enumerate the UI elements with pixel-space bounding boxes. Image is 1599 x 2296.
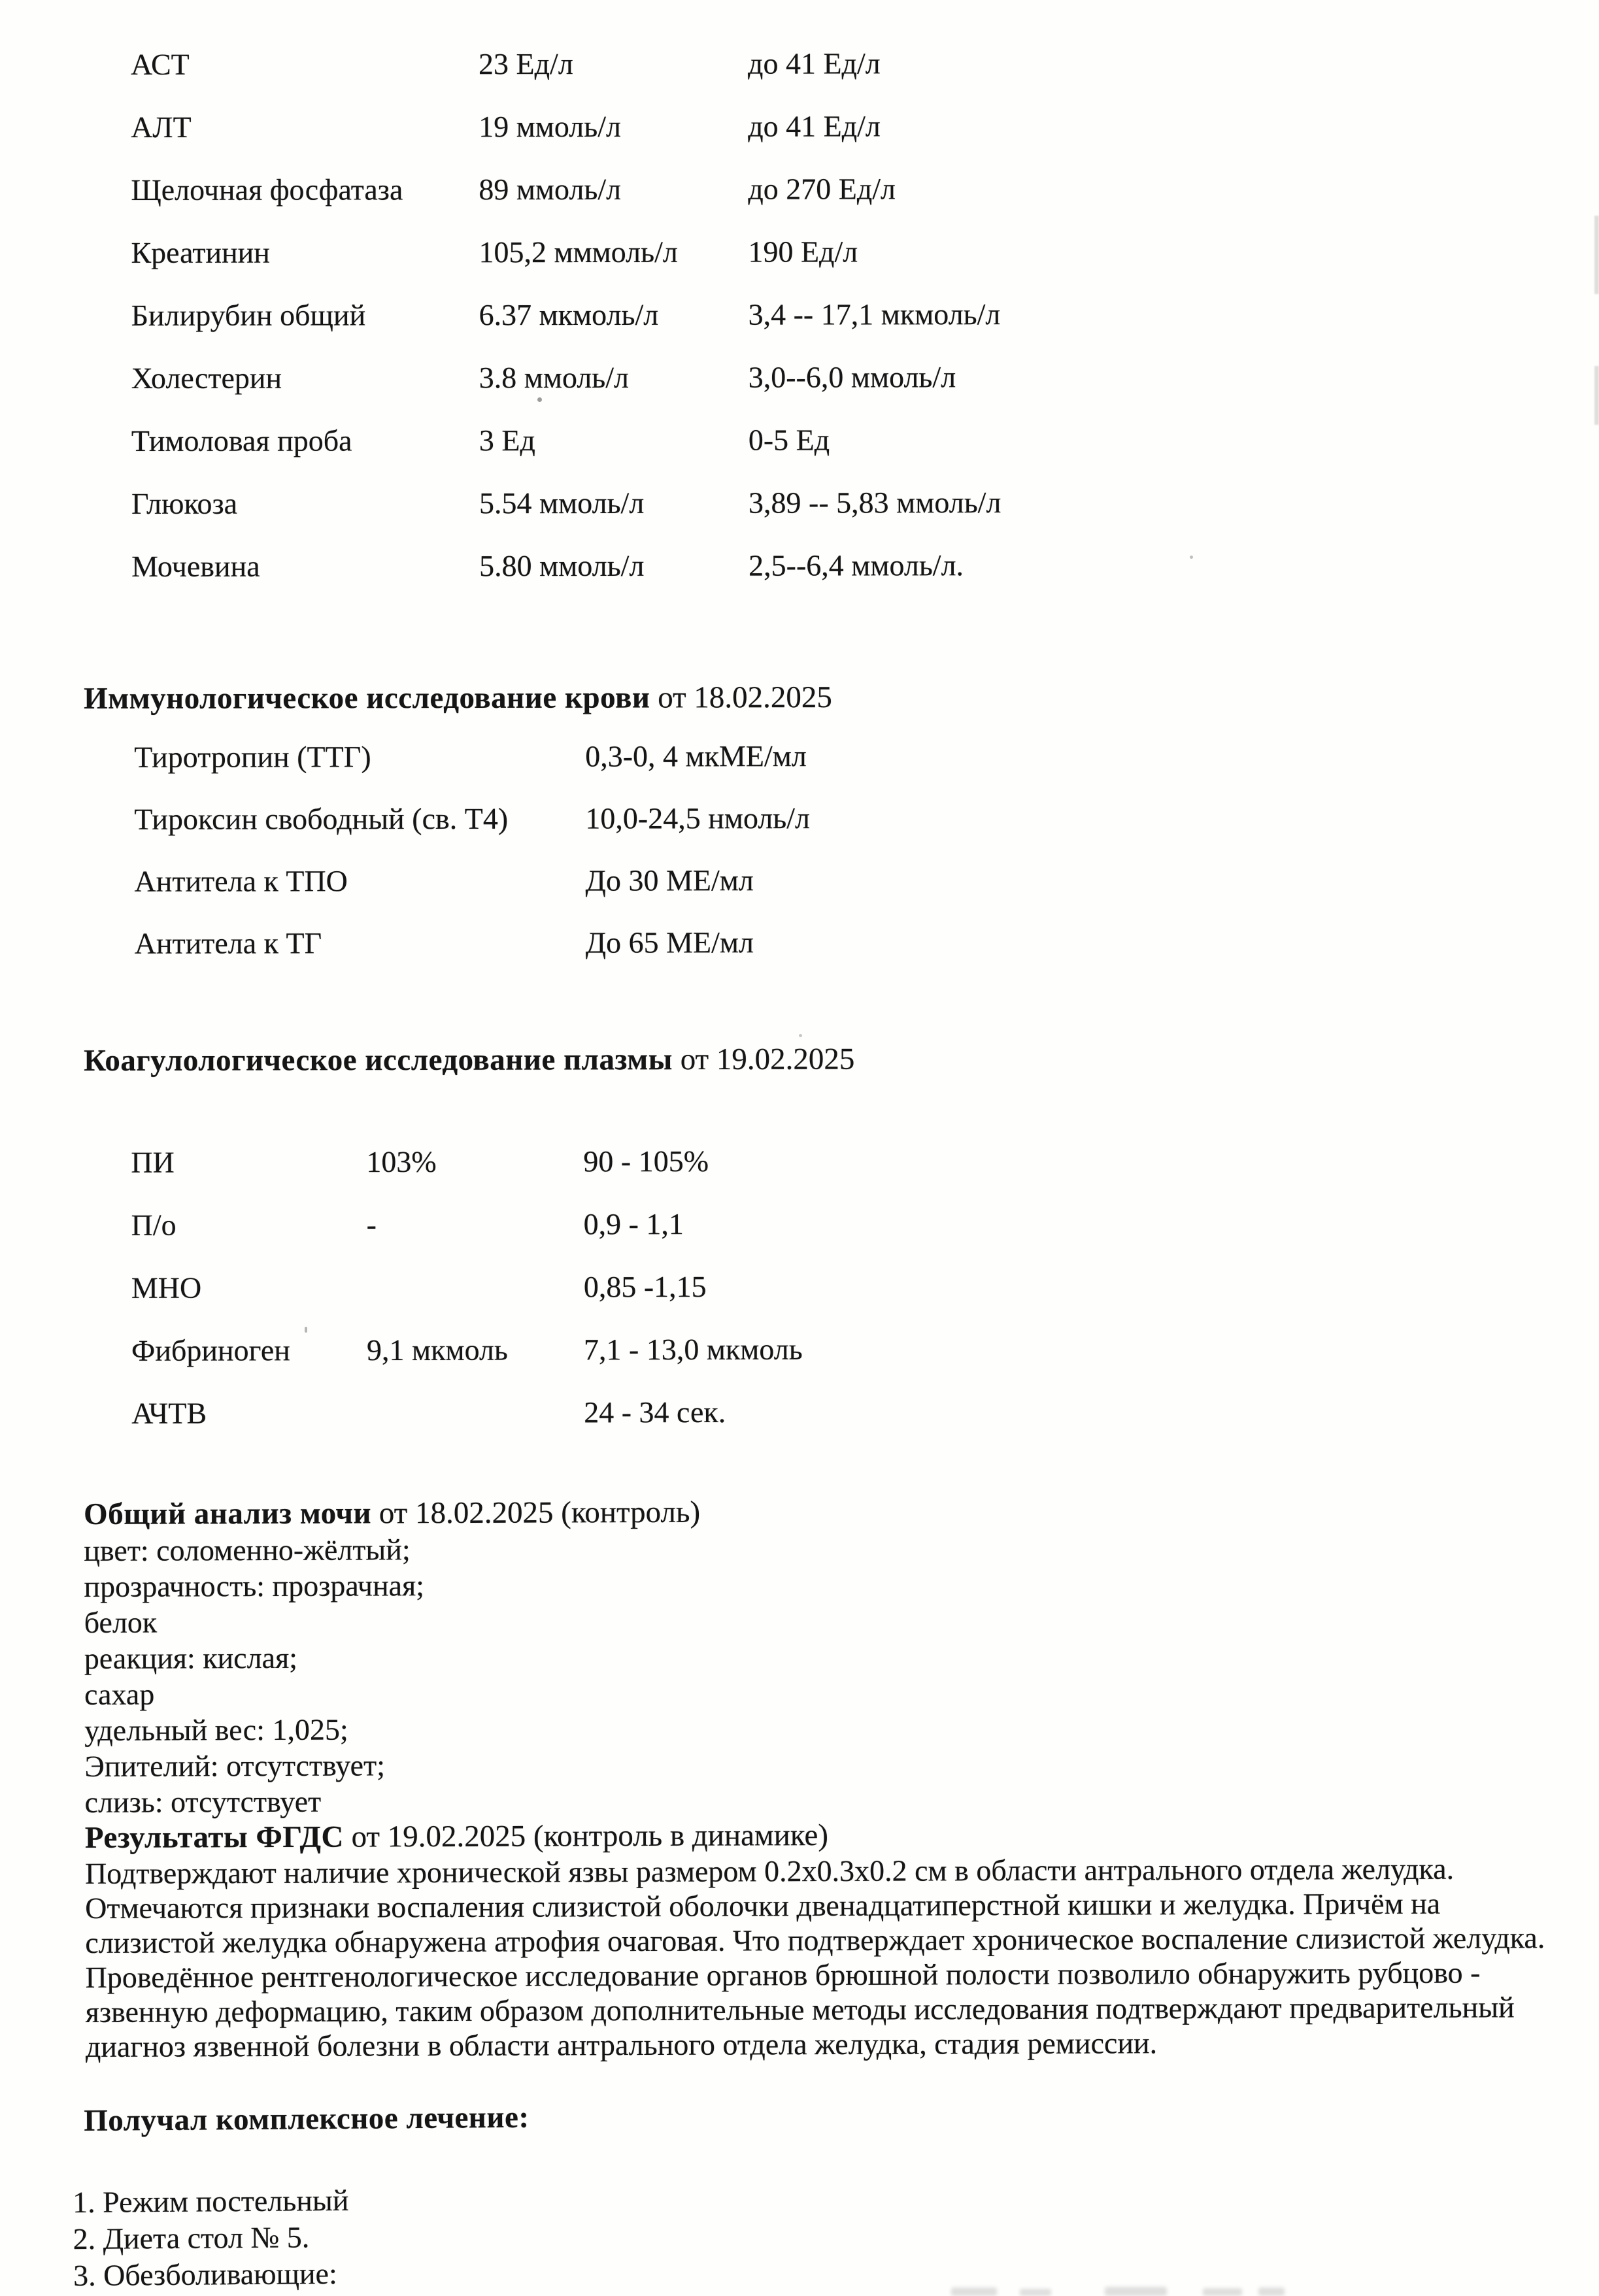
table-row xyxy=(131,1393,1523,1458)
table-row xyxy=(131,171,1562,235)
analyte-value: 5.80 ммоль/л xyxy=(479,548,645,583)
analyte-norm: 7,1 - 13,0 мкмоль xyxy=(583,1332,803,1367)
urinalysis-line: реакция: кислая; xyxy=(84,1640,298,1675)
analyte-norm: 10,0-24,5 нмоль/л xyxy=(585,801,811,835)
table-row xyxy=(131,547,1563,612)
table-row xyxy=(131,422,1563,486)
table-row xyxy=(131,1330,1523,1395)
scan-edge-artifact xyxy=(1594,366,1599,425)
table-row xyxy=(134,861,1522,926)
analyte-value: - xyxy=(366,1208,377,1242)
analyte-value: 89 ммоль/л xyxy=(479,172,622,207)
analyte-name: П/о xyxy=(131,1208,177,1242)
analyte-value: 103% xyxy=(366,1144,437,1179)
biochemistry-results-table xyxy=(131,45,1563,612)
urinalysis-line: прозрачность: прозрачная; xyxy=(84,1569,425,1603)
section-title-date: от 19.02.2025 xyxy=(672,1042,855,1077)
analyte-name: Глюкоза xyxy=(131,486,238,520)
fgds-paragraph-line: язвенную деформацию, таким образом дополнительные методы исследования подтверждают предварительный xyxy=(85,1990,1515,2029)
analyte-name: ПИ xyxy=(131,1145,175,1179)
analyte-value: 9,1 мкмоль xyxy=(366,1333,508,1367)
scan-speck xyxy=(305,1327,307,1333)
analyte-norm: До 30 МЕ/мл xyxy=(585,863,754,897)
treatment-item: 3. Обезболивающие: xyxy=(73,2256,337,2293)
analyte-norm: до 270 Ед/л xyxy=(748,172,896,206)
analyte-name: Тимоловая проба xyxy=(131,424,352,458)
table-row xyxy=(135,923,1523,988)
analyte-name: Билирубин общий xyxy=(131,298,366,332)
section-title-date: от 19.02.2025 (контроль в динамике) xyxy=(343,1818,829,1854)
analyte-value: 105,2 мммоль/л xyxy=(479,235,678,269)
urinalysis-line: сахар xyxy=(84,1677,155,1711)
fgds-findings-paragraph xyxy=(85,1851,1589,2064)
analyte-name: Антитела к ТГ xyxy=(134,926,322,960)
scan-edge-artifact xyxy=(1594,216,1599,294)
analyte-name: Мочевина xyxy=(131,549,260,583)
immunology-rows xyxy=(134,737,1523,988)
analyte-norm: 2,5--6,4 ммоль/л. xyxy=(749,548,964,582)
coagulation-section xyxy=(84,1040,1523,1459)
section-title-coagulation xyxy=(84,1040,1522,1078)
table-row xyxy=(131,45,1562,110)
bottom-scan-smudge xyxy=(1258,2288,1285,2296)
coagulation-rows xyxy=(131,1142,1523,1458)
analyte-value: 19 ммоль/л xyxy=(479,109,621,144)
analyte-value: 3 Ед xyxy=(479,424,535,458)
analyte-norm: 3,89 -- 5,83 ммоль/л xyxy=(748,486,1001,520)
treatment-item: 1. Режим постельный xyxy=(72,2183,349,2220)
analyte-norm: 90 - 105% xyxy=(583,1144,709,1178)
section-title-urinalysis xyxy=(84,1491,1587,1533)
scan-speck xyxy=(537,397,542,402)
analyte-name: Фибриноген xyxy=(131,1333,290,1367)
analyte-norm: 24 - 34 сек. xyxy=(584,1395,726,1429)
scan-speck xyxy=(799,1034,802,1037)
urinalysis-and-fgds-section xyxy=(84,1491,1589,2064)
section-title-date: от 18.02.2025 xyxy=(650,680,832,715)
bottom-scan-smudge xyxy=(1020,2289,1051,2296)
analyte-value: 6.37 мкмоль/л xyxy=(479,297,659,332)
urinalysis-line: удельный вес: 1,025; xyxy=(84,1712,348,1747)
section-title-bold: Коагулологическое исследование плазмы xyxy=(84,1042,673,1078)
fgds-paragraph-line: диагноз язвенной болезни в области антрального отдела желудка, стадия ремиссии. xyxy=(85,2026,1158,2063)
scan-speck xyxy=(1190,556,1193,559)
analyte-norm: до 41 Ед/л xyxy=(748,46,881,80)
analyte-name: Тиротропин (ТТГ) xyxy=(134,740,371,774)
treatment-item: 2. Диета стол № 5. xyxy=(73,2220,310,2256)
table-row xyxy=(134,799,1522,864)
analyte-name: Тироксин свободный (св. Т4) xyxy=(134,801,509,836)
section-title-bold: Общий анализ мочи xyxy=(84,1496,372,1531)
section-title-bold: Результаты ФГДС xyxy=(84,1820,344,1855)
section-title-bold: Иммунологическое исследование крови xyxy=(84,680,650,716)
section-title-fgds xyxy=(85,1815,1589,1856)
table-row xyxy=(131,296,1563,361)
immunology-section xyxy=(84,678,1523,988)
analyte-name: Креатинин xyxy=(131,235,270,269)
analyte-value xyxy=(367,1269,584,1270)
analyte-norm: 0,85 -1,15 xyxy=(583,1270,707,1304)
table-row xyxy=(131,1205,1523,1270)
table-row xyxy=(131,1267,1523,1333)
urinalysis-line: Эпителий: отсутствует; xyxy=(84,1748,386,1783)
fgds-paragraph-line: Подтверждают наличие хронической язвы размером 0.2х0.3х0.2 см в области антрального отдела желудка. xyxy=(84,1852,1455,1890)
analyte-name: Холестерин xyxy=(131,361,282,395)
table-row xyxy=(131,359,1563,424)
analyte-norm: 0-5 Ед xyxy=(748,423,830,457)
analyte-norm: до 41 Ед/л xyxy=(748,109,881,143)
analyte-name: Щелочная фосфатаза xyxy=(131,173,403,207)
bottom-scan-smudge xyxy=(1203,2288,1242,2296)
analyte-norm: 190 Ед/л xyxy=(748,235,858,269)
bottom-scan-smudge xyxy=(951,2288,997,2296)
fgds-paragraph-line: слизистой желудка обнаружена атрофия очаговая. Что подтверждает хроническое воспаление слизистой желудка. xyxy=(85,1921,1545,1959)
table-row xyxy=(131,108,1562,173)
section-title-bold: Получал комплексное лечение: xyxy=(84,2100,530,2138)
analyte-norm: 0,3-0, 4 мкМЕ/мл xyxy=(585,739,807,773)
analyte-name: АЛТ xyxy=(131,110,192,144)
urinalysis-line: белок xyxy=(84,1605,158,1639)
section-title-treatment xyxy=(84,2092,1522,2138)
bottom-scan-smudge xyxy=(1105,2287,1167,2296)
analyte-norm: 3,0--6,0 ммоль/л xyxy=(748,360,956,394)
analyte-name: АЧТВ xyxy=(131,1396,207,1430)
table-row xyxy=(131,484,1563,549)
table-row xyxy=(131,1142,1522,1207)
analyte-name: Антитела к ТПО xyxy=(134,864,348,898)
treatment-section xyxy=(72,2092,1523,2294)
urinalysis-line: слизь: отсутствует xyxy=(84,1784,322,1819)
analyte-norm: 0,9 - 1,1 xyxy=(583,1207,684,1241)
analyte-name: МНО xyxy=(131,1271,202,1305)
analyte-name: АСТ xyxy=(131,47,190,81)
analyte-value: 23 Ед/л xyxy=(479,47,573,81)
table-row xyxy=(131,233,1562,298)
section-title-date: от 18.02.2025 (контроль) xyxy=(371,1495,701,1531)
analyte-value: 3.8 ммоль/л xyxy=(479,360,630,395)
analyte-value: 5.54 ммоль/л xyxy=(479,486,645,520)
section-title-immunology xyxy=(84,678,1522,716)
analyte-norm: До 65 МЕ/мл xyxy=(585,925,754,959)
analyte-norm: 3,4 -- 17,1 мкмоль/л xyxy=(748,297,1001,331)
treatment-list xyxy=(73,2173,1523,2294)
urinalysis-line: цвет: соломенно-жёлтый; xyxy=(84,1533,411,1567)
fgds-paragraph-line: Отмечаются признаки воспаления слизистой оболочки двенадцатиперстной кишки и желудка. Причём на xyxy=(85,1886,1441,1925)
fgds-paragraph-line: Проведённое рентгенологическое исследование органов брюшной полости позволило обнаружить рубцово - xyxy=(85,1955,1481,1994)
table-row xyxy=(134,737,1522,802)
